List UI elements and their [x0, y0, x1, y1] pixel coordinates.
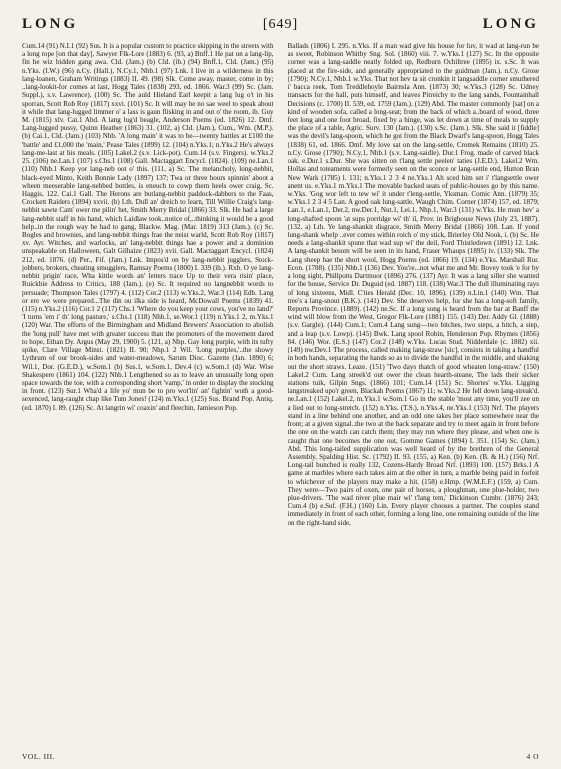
page-footer	[22, 752, 539, 761]
left-column	[22, 42, 274, 750]
right-column	[288, 42, 540, 750]
right-column-text: Ballads (1806) I. 295. n.Yks. If a man wad give his house for luv, it wad at lang-run be as sweet, Robinson Whitby Sng. Sol. (1860) viii. 7. w.Yks.1 (127) Sc. In the opposite corner was a lang-saddle neatly folded up, Redburn Ochiltree (1895) ix. s.Sc. It was placed at the fire-side, and generally appropriated to the guidman (Jam.). n.Cy. Grose (1790); N.Cy.1, Nhb.1 w.Yks. That not hev ta sit cronkin it langsaddle corner smuthered i' bacca reek, Tom Treddlehoyle Bairnsla Ann. (1873) 30; w.Yks.3 (128) Sc. Udney transacts for the hall, puts himself, and leaves Pitreichy to the lang sands, Fountainhall Decisions (c. 1700) II. 539, ed. 1759 (Jam.). (129) Abd. The master commonly [sat] on a kind of wooden sofa, called a long-seat; from the back of which a..board of wood, three feet long and one foot broad, fixed by a hinge, was let down at time of meals to supply the place of a table, Agric. Surv. 130 (Jam.). (130) s.Sc. (Jam.). Slk. She said it [fiddle] was the devil's lang-spoon, which he got from the Black Dwarf's lang-spoon, Hogg Tales (1838) 61, ed. 1866. Dmf. My love sat on the lang-settle, Cromek Remains (1810) 25. n.Cy. Grose (1790); N.Cy.1, Nhb.1 (s.v. Lang-saidle). Dur.1 Frog. made of carved black oak. e.Dur.1 s.Dur. She was sitten on t'lang settle peelen' taties (J.E.D.). Lakel.2 Wm. Hollas and toteaments were formerly seen on the sconce or lang-settle end, Hutton Bran New Wark (1785) l. 131; n.Yks.1 2 3 4 ne.Yks.1 Ah sced him set i' t'langsettle ower anent us. e.Yks.1 m.Yks.1 The movable backed seats of public-houses go by this name. w.Yks. 'Gog wor left to tew wi' it under t'leng-settle, Yksman. Comic Ann. (1879) 35; w.Yks.1 2 3 4 5 Lan. A good oak lung-sattle, Waugh Chim. Corner (1874) 157, ed. 1879; Lan.1, e.Lan.1, Der.2, nw.Der.1, Nut.1, Lei.1, Nhp.1, War.3 (131) w.Yks. He mun hev' a long-shafted spoon 'at sups porridge wi' th' il, Prov. in Brighouse News (July 23, 1887). (132, a) Lth. Ye lang-shankit disgrace, Smith Merry Bridal (1866) 108. Lan. If yond lung-shank whelp ..ever comes within roich o' my stick, Brierley Old Nook, i. (b) Sc. He needs a lang-shankit spune that wad sup wi' the deil, Ford Thistledown (1891) 12. Lnk. A lang-shankit besom will be seen in its hand, Fraser Whaups (1895) iv. (133) Slk. The Lang sheep hae the short wool, Hogg Poems (ed. 1866) 19. (134) e.Yks. Marshall Rur. Econ. (1788). (135) Nhb.1 (136) Dev. You're...not what me and Mr. Bovey took 'e for by a long sight, Phillpotts Dartmoor (1896) 276. (137) Ayr. It was a lang siller she wanted for the house, Service Dr. Duguid (ed. 1887) 118. (138) War.3 The dull illuminating rays of long sixteens, Midl. C'ties Herald (Dec. 10, 1896). (139) n.Lin.1 (140) Wm. That tree's a lang-snout (B.K.). (141) Dev. She deserves help, for she has a long-soft family, Reports Province. (1889). (142) ne.Sc. If a long song is heard from the bar at Banff the wind will blow from the West, Gregor Flk-Lore (1881) 155. (143) Der. Addy Gl. (1888) (s.v. Gargle). (144) Cum.1; Cum.4 Lang sung—two bitches, two steps, a hitch, a step, and a leap (s.v. Lowp). (145) Bwk. Lang spool Robin, Henderson Pop. Rhymes (1856) 84. (146) Wor. (E.S.) (147) Cor.2 (148) w.Yks. Lucas Stud. Nidderdale (c. 1882) xii. (149) nw.Dev.1 The process, called making lang-straw [sic], consists in taking a handful in both hands, separating the hands so as to divide the handful in the middle, and shaking out the short straws. Leaze. (151) 'Two days thatch of good wheaten long-straw.' (150) Lakel.2 Cum. Lang streek'd out ower the clean hearth-steane, The lads their sicker stations tuik, Gilpin Sngs. (1866) 101; Cum.14 (151) Sc. Shortes' w.Yks. Ligging langstreaked upo'r green, Blackah Poems (1867) 11; w.Yks.2 He fell down lang-streak'd. ne.Lan.1 (152) Lakel.2, m.Yks.1 w.Som.1 Go in the stable 'most any time, you'll zee un a lied out to long-stretch. (152) n.Yks. (T.S.), n.Yks.4, ne.Yks.1 (153) Nrf. The players stand in a line behind one another, and an odd one takes her place somewhere near the front; at a given signal..the two at the back separate and try to meet again in front before the one on the watch can catch them; they may run where they please, and when one is caught that one becomes the one out, Gomme Games (1894) I. 351. (154) Sc. (Jam.) Abd. This long-tailed supplication was well heard of by the brethren of the General Assembly, Spalding Hist. Sc. (1792) II. 93. (155, a) Ken. (b) Ken. (B. & H.) (156) Nrf. Long-tail bunched is really 132, Cozens-Hardy Broad Nrf. (1893) 100. (157) Brks.1 A game at marbles where each takes aim at the other in turn, a marble being paid in forfeit to whichever of the players may make a hit. (158) e.Hmp. (W.M.E.F.) (159, a) Cum. They were—Two pairs of oxen, one pair of horses, a ploughman, one plue-holder, two plue-drivers. 'The wad niver plue mair wi' t'lang tem,' Dickinson Cumbr. (1876) 243; Cum.4 (b) e.Suf. (F.H.) (160) Lin. Every player chooses a partner. The couples stand immediately in front of each other, forming a long line, one remaining outside of the line on the right-hand side,	[287, 42, 539, 527]
right-headword: LONG	[482, 16, 539, 32]
volume-label: VOL. III.	[22, 752, 56, 761]
text-columns	[22, 42, 539, 750]
left-headword: LONG	[22, 16, 79, 32]
running-header	[22, 16, 539, 36]
left-column-text: Cum.14 (91) N.I.1 (92) Sus. It is a popular custom to practice skipping in the streets with a long rope [on that day], Sawyer Flk-Lore (1883) 6. (93, a) Bnff.1 He pat on a lang-lip, fin he wiz bidden gang awa. Cld. (Jam.) (b) Cld. (ib.) (94) Bnff.1, Cld. (Jam.) (95) n.Yks. (I.W.) (96) n.Cy. (Hall.), N.Cy.1, Nhb.1 (97) Lnk. I live in a wilderness in this lang-loanen, Graham Writings (1883) II. 49. (98) Slk. Come away, master, come in by; ..lang-lookit-for comes at last, Hogg Tales (1838) 293, ed. 1866. War.3 (99) Sc. (Jam. Suppl.), s.v. Lawrence). (100) Sc. The auld Hieland Earl keepit a lang lug o't in his sporran, Scott Rob Roy (1817) xxvi. (101) Sc. It will may be no sae weel to speak about it while that lang-lugged limmer o' a lass is gaun flisking in and out o' the room, ib. Guy M. (1815) xlv. Cai.1 Abd. A lang lug'd beagle, Anderson Poems (ed. 1826) 12. Dmf. Lang-lugged pussy, Quinn Heather (1863) 31. (102, a) Cld. (Jam.), Cum., Wm. (M.P.). (b) Cai.1, Cld. (Jam.) (103) Nhb. 'A long main' it was to be—twenty battles at £100 the 'battle' and £1,000 the 'main,' Pease Tales (1899) 12. (104) n.Yks.1; n.Yks.2 He's always lang-me-last at his meals. (105) Lakel.2 (s.v. Lick-pot). Cum.14 (s.v. Fingers). w.Yks.2 25. (106) ne.Lan.1 (107) s.Chs.1 (108) Gall. Mactaggart Encycl. (1824). (109) ne.Lan.1 (110) Nhb.1 Keep yor lang-neb oot o' this. (111, a) Sc. The melancholy, long-nebbit, black-eyed Minto, Keith Bonnie Lady (1897) 137; Twa or three hours spinnin' aboot a wheen meeserable lang-nebbed bottles, is eneuch to cowp them heels ower craig, Sc. Haggis, 122. Cai.1 Gall. The Herons are butlang-nebbit paddock-dabbers to the Faas, Crockett Raiders (1894) xxvii. (b) Lth. Dull an' dreich to learn, Till Willie Craig's lang-nebbit sawte Cam' ower me pilin' het, Smith Merry Bridal (1866) 33. Slk. He had a large lang-nebbit staff in his hand, which Laidlaw took..notice of,..thinking it would be a good help..in the rough way he had to gang, Blackw. Mag. (Mar. 1819) 313 (Jam.). (c) Sc. Bogles and brownies, and lang-nebbit things frae the neist warld, Scott Rob Roy (1817) xv. Ayr. Witches, and warlocks, an' lang-nebbit things hae a power and a dominion unspeakable on Halloween, Galt Gilhaize (1823) xvii. Gall. Mactaggart Encycl. (1824) 212, ed. 1876. (d) Per., Fif. (Jam.) Lnk. Impos'd on by lang-nebbit jugglers, Stock-jobbers, brokers, cheating smugglers, Ramsay Poems (1800) I. 339 (ib.). Rxb. O ye lang-nebbit prigin' race, Wha kittle words an' letters trace Up to their vera risin' place, Ruickbie Address to Critics, 188 (Jam.). (e) Sc. It required no langnebbit words to persuade; Thompson Tales (1797) 4. (112) Cor.2 (113) w.Yks.2, War.3 (114) Edb. Lang or ere we were prepared...The din ou ilka side is heard, McDowall Poems (1839) 41. (115) n.Yks.2 (116) Cor.1 2 (117) Chs.1 'Where do you keep your cows, you've no land?' 'I turns 'em i' th' long pasture,' s.Chs.1 (118) Nhb.1, se.Wor.1 (119) n.Yks.1 2, m.Yks.1 (120) War. The efforts of the Birmingham and Midland Brewers' Association to abolish the 'long pull' have met with greater success than the promoters of the movement dared to hope, Ethan Dy. Argus (May 29, 1900) 5. (121, a) Nhp. Gay long purple, with its tufty spike, Clare Village Minst. (1821) II. 90; Nhp.1 2 Wil. 'Long purples,'..the showy Lythrum of our brook-sides and water-meadows, Sarum Dioc. Gazette (Jan. 1890) 6; Wil.1, Dor. (G.E.D.), w.Som.1 (b) Sus.1, w.Som.1, Dev.4 (c) w.Som.1 (d) War. Wise Shakespere (1861) 104. (122) Nhb.1 Lengthened so as to leave an unusually long open space towards the toe, with a corresponding short 'vamp,' in order to display the stocking in front. (123) Sur.1 Wha'd a life yo' mun be to pro wot'lin' an' fightin' wuth a good-sexenced, lang-raught chap like Tum Jones! (124) m.Yks.1 (125) Sus. Brand Pop. Antiq. (ed. 1870) I. 89. (126) Sc. At langrin wi' coaxin' and fleechin, Jamieson Pop.	[22, 42, 274, 412]
page-number: [649]	[262, 17, 299, 32]
signature-mark: 4 O	[526, 752, 539, 761]
